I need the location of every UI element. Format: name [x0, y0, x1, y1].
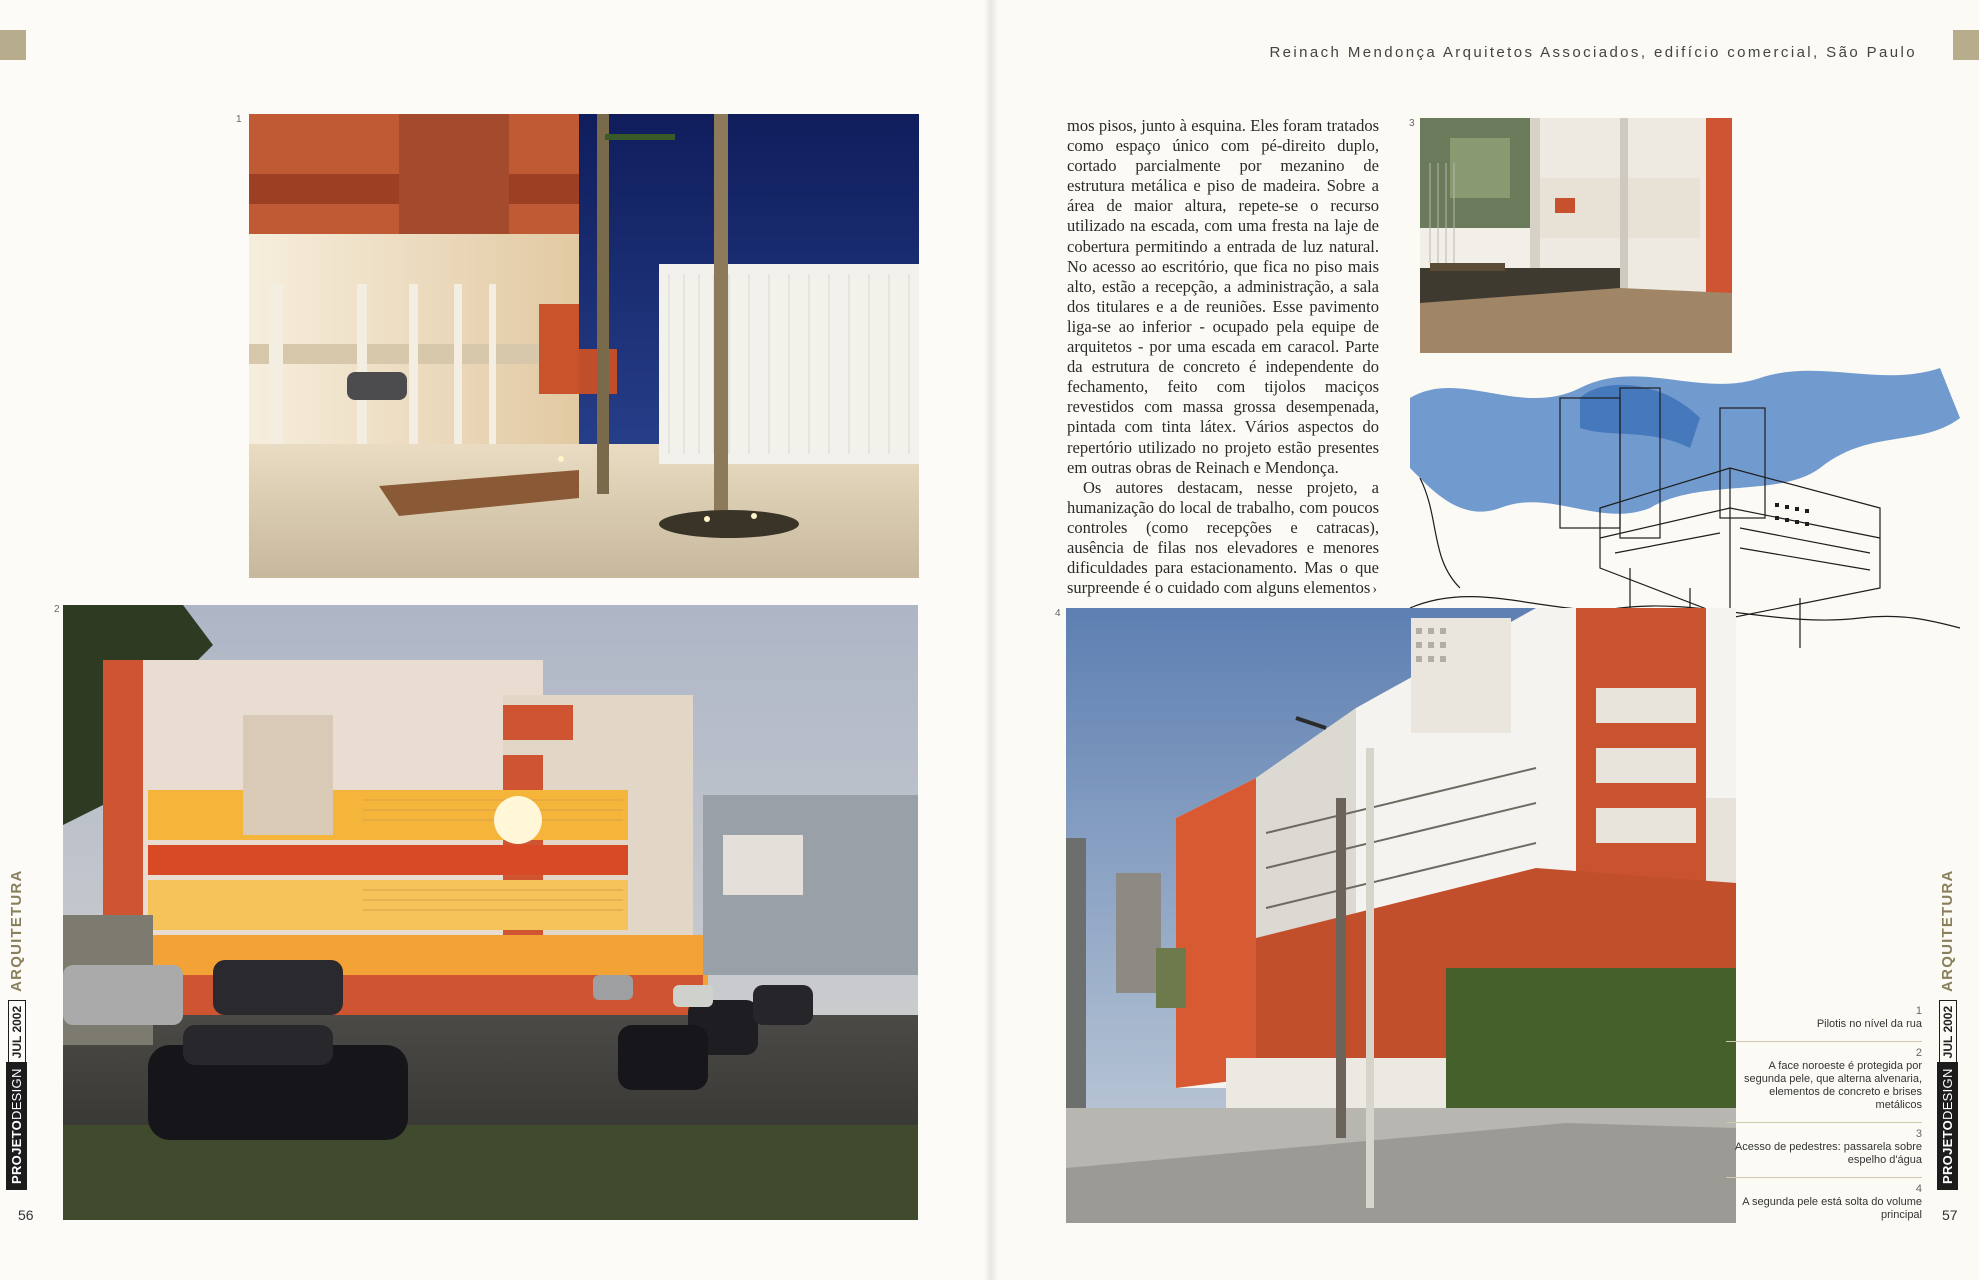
- caption-3: [1726, 1128, 1922, 1167]
- magazine-name-thin: DESIGN: [1940, 1068, 1955, 1120]
- caption-divider: [1726, 1177, 1922, 1178]
- continue-arrow-icon: ›: [1372, 582, 1377, 598]
- caption-number: 1: [1915, 1005, 1922, 1017]
- magazine-name-thin: DESIGN: [9, 1068, 24, 1120]
- article-paragraph-2: [1067, 478, 1379, 601]
- caption-divider: [1726, 1122, 1922, 1123]
- magazine-name: [1937, 1062, 1958, 1190]
- article-paragraph-2-text: Os autores destacam, nesse projeto, a humanização do local de trabalho, com poucos controles (como recepções e catracas), ausência de filas nos elevadores e menores dificuldades para estacionamento. Mas o que surpreende é o cuidado com alguns elementos: [1067, 477, 1379, 598]
- article-paragraph-1: mos pisos, junto à esquina. Eles foram tratados como espaço único com pé-direito duplo, cortado parcialmente por mezanino de estrutura metálica e piso de madeira. Sobre a área de maior altura, repete-se o recurso utilizado na escada, com uma fresta na laje de cobertura permitindo a entrada de luz natural. No acesso ao escritório, que fica no piso mais alto, estão a recepção, a administração, a sala dos titulares e a de reuniões. Esse pavimento liga-se ao inferior - ocupado pela equipe de arquitetos - por uma escada em caracol. Parte da estrutura de concreto é independente do fechamento, feito com tijolos maciços revestidos com massa grossa desempenada, pintada com tinta látex. Vários aspectos do repertório utilizado no projeto estão presentes em outras obras de Reinach e Mendonça.: [1067, 116, 1379, 477]
- figure-2-number: 2: [54, 604, 60, 615]
- caption-text: Pilotis no nível da rua: [1816, 1018, 1922, 1030]
- photo-2-facade-dusk: [63, 605, 918, 1220]
- caption-4: [1726, 1183, 1922, 1222]
- figure-1-number: 1: [236, 114, 242, 125]
- figure-3-number: 3: [1409, 118, 1415, 129]
- magazine-name-bold: PROJETO: [9, 1120, 24, 1184]
- issue-date: JUL 2002: [1939, 1000, 1957, 1064]
- photo-4-corner-view: [1066, 608, 1736, 1223]
- photo-3-pedestrian-access: [1420, 118, 1732, 353]
- caption-text: A face noroeste é protegida por segunda pele, que alterna alvenaria, elementos de concreto e brises metálicos: [1744, 1060, 1922, 1111]
- figure-4-number: 4: [1055, 608, 1061, 619]
- magazine-name-bold: PROJETO: [1940, 1120, 1955, 1184]
- issue-date: JUL 2002: [8, 1000, 26, 1064]
- right-corner-mark: [1953, 30, 1979, 60]
- section-name: ARQUITETURA: [1939, 869, 1956, 992]
- left-spine-label: [6, 869, 28, 1190]
- section-name: ARQUITETURA: [8, 869, 25, 992]
- page-number-right: 57: [1942, 1207, 1958, 1223]
- caption-2: [1726, 1047, 1922, 1112]
- magazine-name: [6, 1062, 27, 1190]
- right-spine-label: [1937, 869, 1959, 1190]
- caption-number: 3: [1915, 1128, 1922, 1140]
- page-gutter: [984, 0, 998, 1280]
- caption-number: 2: [1915, 1047, 1922, 1059]
- left-corner-mark: [0, 30, 26, 60]
- caption-text: Acesso de pedestres: passarela sobre espelho d'água: [1734, 1141, 1922, 1166]
- caption-number: 4: [1915, 1183, 1922, 1195]
- running-head: Reinach Mendonça Arquitetos Associados, edifício comercial, São Paulo: [1269, 44, 1917, 61]
- caption-divider: [1726, 1041, 1922, 1042]
- photo-1-pilotis: [249, 114, 919, 578]
- page-number-left: 56: [18, 1207, 34, 1223]
- article-body: [1067, 116, 1379, 600]
- caption-1: [1726, 1005, 1922, 1031]
- photo-captions: [1726, 1005, 1922, 1232]
- caption-text: A segunda pele está solta do volume principal: [1742, 1196, 1922, 1221]
